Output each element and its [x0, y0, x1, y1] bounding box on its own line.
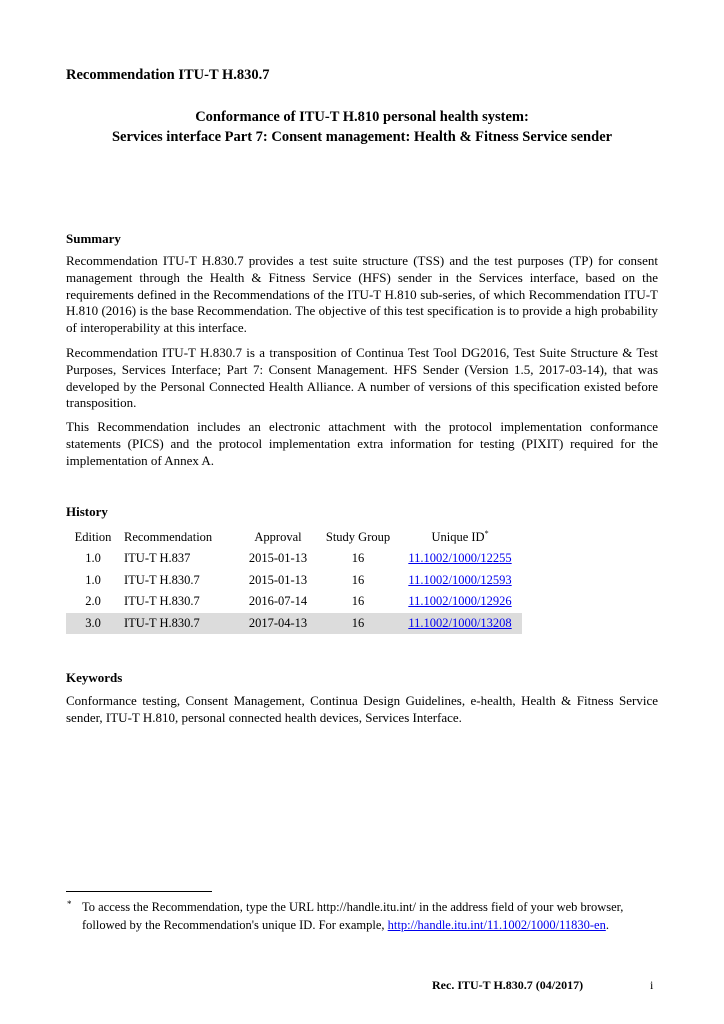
col-approval: Approval	[254, 530, 302, 544]
edition-cell: 2.0	[85, 594, 101, 609]
page-number: i	[650, 978, 654, 992]
approval-cell: 2016-07-14	[248, 594, 308, 609]
title-line-2: Services interface Part 7: Consent management: Health & Fitness Service sender	[111, 129, 613, 145]
summary-paragraph-2: Recommendation ITU-T H.830.7 is a transposition of Continua Test Tool DG2016, Test Suite Structure & Test Purposes, Services Interface; Part 7: Consent Management. HFS Sender (Version 1.5, 2017-03-14), that was developed by the Personal Connected Health Alliance. A number of versions of this specification existed before transposition.	[66, 345, 658, 411]
study-group-cell: 16	[318, 613, 398, 635]
approval-cell: 2015-01-13	[248, 551, 308, 566]
col-unique-id: Unique ID*	[431, 528, 489, 544]
edition-cell: 3.0	[66, 613, 120, 635]
study-group-cell: 16	[351, 572, 365, 587]
footnote-ref: *	[484, 528, 489, 538]
keywords-heading: Keywords	[66, 670, 123, 685]
col-edition: Edition	[74, 530, 112, 544]
history-table	[66, 527, 522, 634]
approval-cell: 2017-04-13	[238, 613, 318, 635]
table-row	[66, 591, 522, 613]
summary-paragraph-1: Recommendation ITU-T H.830.7 provides a test suite structure (TSS) and the test purposes (TP) for consent management through the Health & Fitness Service (HFS) sender in the Services interface, based on the requirements defined in the Recommendations of the ITU-T H.810 sub-series, of which Recommendation ITU-T H.810 (2016) is the base Recommendation. The objective of this test specification is to provide a high probability of interoperability at this interface.	[66, 253, 658, 336]
unique-id-link[interactable]: 11.1002/1000/12593	[408, 572, 512, 587]
study-group-cell: 16	[351, 594, 365, 609]
history-heading: History	[66, 504, 108, 519]
footnote-text: To access the Recommendation, type the URL http://handle.itu.int/ in the address field of your web browser, followed by the Recommendation's unique ID. For example, http://handle.itu.int/11.1002/1000/11830-en.	[82, 900, 624, 932]
edition-cell: 1.0	[85, 572, 101, 587]
table-row	[66, 570, 522, 592]
table-row-current	[66, 613, 522, 635]
unique-id-link[interactable]: 11.1002/1000/13208	[408, 615, 512, 630]
history-header-row	[66, 527, 522, 548]
recommendation-cell: ITU-T H.830.7	[124, 572, 200, 587]
footnote-separator	[66, 891, 212, 892]
footer-recommendation: Rec. ITU-T H.830.7 (04/2017)	[432, 978, 584, 992]
footnote-example-link[interactable]: http://handle.itu.int/11.1002/1000/11830-en	[387, 917, 606, 932]
table-row	[66, 548, 522, 570]
study-group-cell: 16	[351, 551, 365, 566]
approval-cell: 2015-01-13	[248, 572, 308, 587]
title-line-1: Conformance of ITU-T H.810 personal health system:	[195, 109, 529, 125]
recommendation-id: Recommendation ITU-T H.830.7	[66, 67, 270, 83]
col-recommendation: Recommendation	[124, 530, 213, 544]
unique-id-link[interactable]: 11.1002/1000/12926	[408, 594, 512, 609]
footnote-mark: *	[67, 899, 72, 909]
keywords-text: Conformance testing, Consent Management, Continua Design Guidelines, e-health, Health & Fitness Service sender, ITU-T H.810, personal connected health devices, Services Interface.	[66, 693, 658, 725]
recommendation-cell: ITU-T H.830.7	[124, 594, 200, 609]
unique-id-link[interactable]: 11.1002/1000/12255	[408, 551, 512, 566]
col-study-group: Study Group	[325, 530, 391, 544]
summary-paragraph-3: This Recommendation includes an electronic attachment with the protocol implementation conformance statements (PICS) and the protocol implementation extra information for testing (PIXIT) required for the implementation of Annex A.	[66, 419, 658, 468]
recommendation-cell: ITU-T H.837	[124, 551, 191, 566]
summary-heading: Summary	[66, 231, 121, 246]
recommendation-cell: ITU-T H.830.7	[120, 613, 238, 635]
edition-cell: 1.0	[85, 551, 101, 566]
